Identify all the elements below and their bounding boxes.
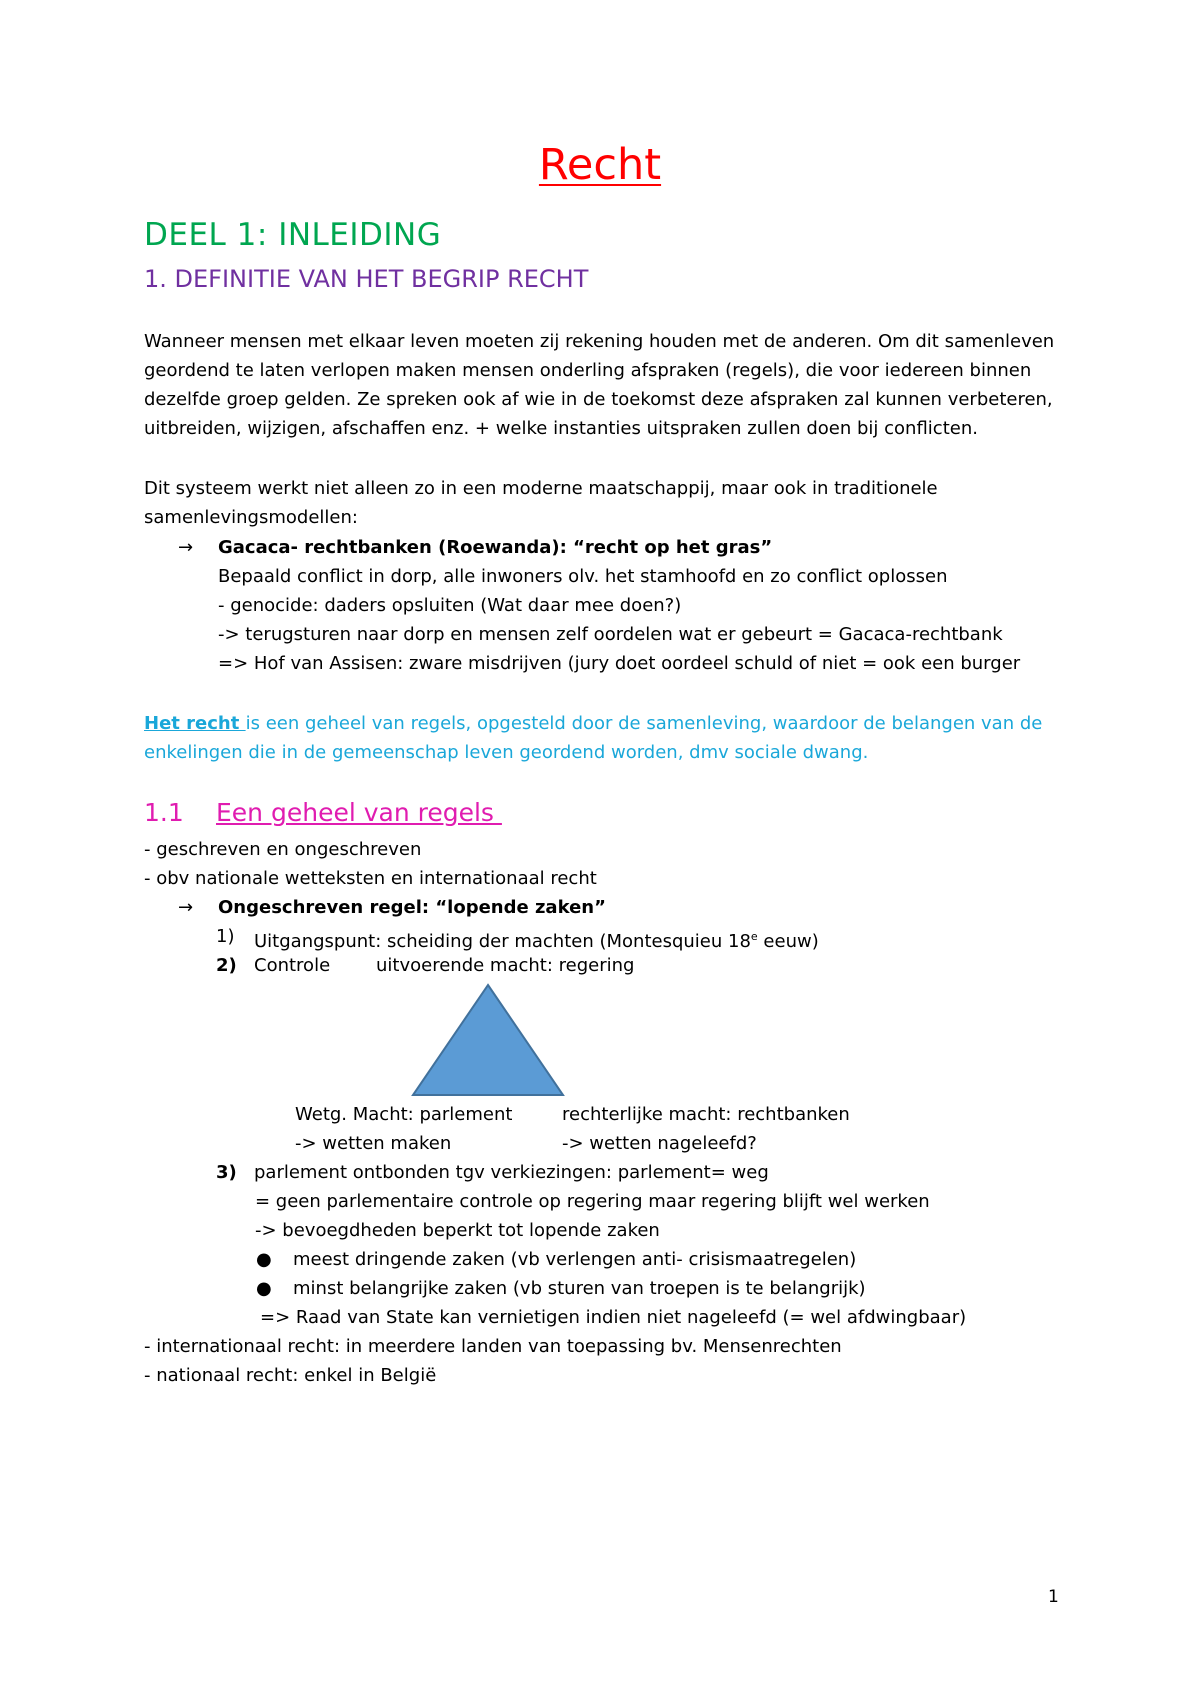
bullet-icon: ● (256, 1249, 272, 1270)
triangle-shape (413, 985, 563, 1095)
text-line: uitbreiden, wijzigen, afschaffen enz. + welke instanties uitspraken zullen doen bij conflicten. (144, 418, 978, 439)
text-line: Bepaald conflict in dorp, alle inwoners olv. het stamhoofd en zo conflict oplossen (218, 566, 948, 587)
text-line: - geschreven en ongeschreven (144, 839, 422, 860)
bullet-item: meest dringende zaken (vb verlengen anti- crisismaatregelen) (293, 1249, 857, 1270)
definition-term: Het recht (144, 713, 246, 734)
legislative-label: Wetg. Macht: parlement (295, 1104, 513, 1125)
subsection-title: Een geheel van regels (216, 798, 502, 827)
system-paragraph (144, 474, 938, 532)
intro-paragraph (144, 327, 1054, 443)
text-line: => Raad van State kan vernietigen indien niet nageleefd (= wel afdwingbaar) (260, 1307, 967, 1328)
text-line: Wanneer mensen met elkaar leven moeten zij rekening houden met de anderen. Om dit samenleven (144, 331, 1055, 352)
list-number: 2) (216, 955, 237, 976)
text-line: -> terugsturen naar dorp en mensen zelf oordelen wat er gebeurt = Gacaca-rechtbank (218, 624, 1003, 645)
page-number: 1 (1048, 1587, 1059, 1607)
list-item-label: Controle (254, 955, 331, 976)
text-line: is een geheel van regels, opgesteld door de samenleving, waardoor de belangen van de (245, 713, 1043, 734)
executive-label: uitvoerende macht: regering (376, 955, 635, 976)
part-heading: DEEL 1: INLEIDING (144, 217, 442, 253)
list-number: 3) (216, 1162, 237, 1183)
text-line: - obv nationale wetteksten en internationaal recht (144, 868, 597, 889)
list-item: parlement ontbonden tgv verkiezingen: parlement= weg (254, 1162, 769, 1183)
text-line: => Hof van Assisen: zware misdrijven (jury doet oordeel schuld of niet = ook een burger (218, 653, 1021, 674)
subsection-heading (0, 798, 1200, 832)
text-line: enkelingen die in de gemeenschap leven geordend worden, dmv sociale dwang. (144, 742, 869, 763)
gacaca-block (0, 533, 1200, 683)
bullet-icon: ● (256, 1278, 272, 1299)
definition-paragraph (144, 709, 1042, 767)
legislative-sub: -> wetten maken (295, 1133, 452, 1154)
text-line: -> bevoegdheden beperkt tot lopende zaken (255, 1220, 660, 1241)
list-item: Uitgangspunt: scheiding der machten (Montesquieu 18e eeuw) (254, 930, 819, 952)
bullet-item: minst belangrijke zaken (vb sturen van troepen is te belangrijk) (293, 1278, 866, 1299)
text-line: - internationaal recht: in meerdere landen van toepassing bv. Mensenrechten (144, 1336, 842, 1357)
gacaca-heading: Gacaca- rechtbanken (Roewanda): “recht op het gras” (218, 537, 773, 558)
text-line: - genocide: daders opsluiten (Wat daar mee doen?) (218, 595, 682, 616)
judicial-label: rechterlijke macht: rechtbanken (562, 1104, 850, 1125)
arrow-heading: Ongeschreven regel: “lopende zaken” (218, 897, 606, 918)
triangle-diagram (410, 982, 566, 1098)
section-heading: 1. DEFINITIE VAN HET BEGRIP RECHT (144, 265, 589, 293)
list-number: 1) (216, 926, 235, 947)
arrow-icon: → (178, 537, 194, 558)
arrow-icon: → (178, 897, 194, 918)
text-line: samenlevingsmodellen: (144, 507, 358, 528)
text-line: = geen parlementaire controle op regering maar regering blijft wel werken (255, 1191, 930, 1212)
document-title: Recht (538, 140, 662, 190)
text-line: Dit systeem werkt niet alleen zo in een moderne maatschappij, maar ook in traditionele (144, 478, 938, 499)
text-line: dezelfde groep gelden. Ze spreken ook af wie in de toekomst deze afspraken zal kunnen verbeteren, (144, 389, 1053, 410)
rules-block (0, 835, 1200, 1405)
judicial-sub: -> wetten nageleefd? (562, 1133, 757, 1154)
text-line: geordend te laten verlopen maken mensen onderling afspraken (regels), die voor iedereen binnen (144, 360, 1032, 381)
subsection-number: 1.1 (144, 798, 184, 827)
text-line: - nationaal recht: enkel in België (144, 1365, 437, 1386)
